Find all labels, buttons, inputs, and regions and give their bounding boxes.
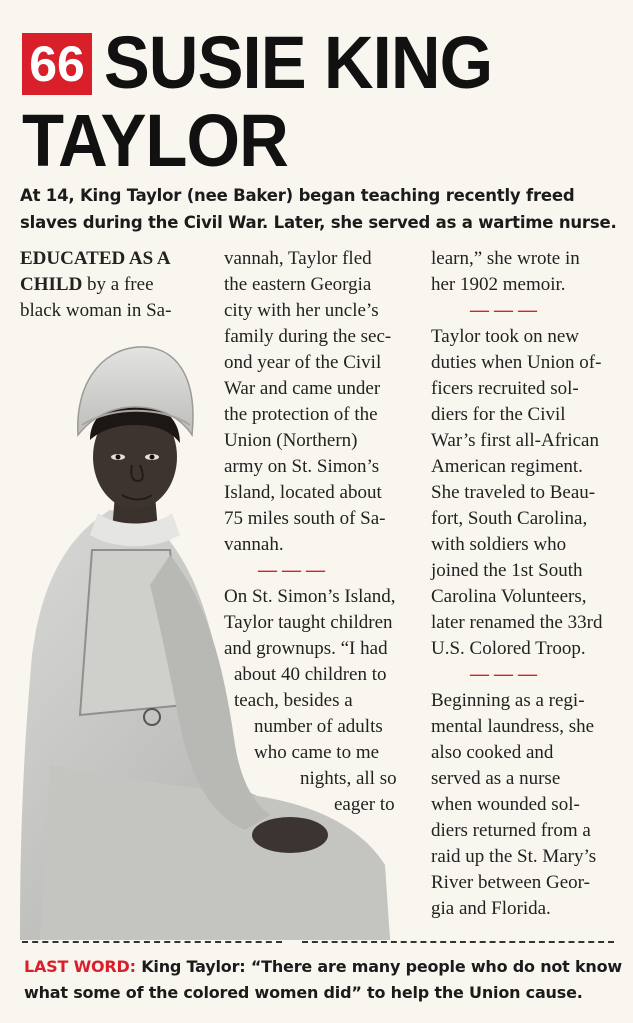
text-line: diers for the Civil (431, 404, 566, 425)
section-separator: ——— (258, 560, 330, 581)
dashed-divider-left (22, 941, 282, 943)
text-line: the protection of the (224, 404, 378, 425)
text-line: War and came under (224, 378, 381, 399)
text-line: vannah, Taylor fled (224, 248, 372, 269)
text-line: ficers recruited sol- (431, 378, 579, 399)
text-line: fort, South Carolina, (431, 508, 588, 529)
text-line: with soldiers who (431, 534, 567, 555)
text-line: Island, located about (224, 482, 382, 503)
column-2-paragraph-1 (224, 246, 409, 558)
text-line: when wounded sol- (431, 794, 580, 815)
column-2-paragraph-2 (224, 584, 409, 818)
text-line: River between Geor- (431, 872, 590, 893)
dashed-divider-right (302, 941, 614, 943)
text-line: family during the sec- (224, 326, 392, 347)
last-word-quote: King Taylor: “There are many people who do not know what some of the colored women did” to help the Union cause. (24, 957, 622, 1002)
dek: At 14, King Taylor (nee Baker) began teaching recently freed slaves during the Civil War. Later, she served as a wartime nurse. (20, 186, 617, 232)
last-word (24, 954, 624, 1006)
text-line: gia and Florida. (431, 898, 551, 919)
headline-line-2: TAYLOR (22, 99, 288, 182)
text-line: who came to me (254, 742, 380, 763)
text-line: joined the 1st South (431, 560, 583, 581)
text-line: eager to (334, 794, 395, 815)
text-line: number of adults (254, 716, 383, 737)
lead-in-rest: by a free (82, 274, 154, 295)
lead-in-line-1: EDUCATED AS A (20, 248, 171, 269)
text-line: 75 miles south of Sa- (224, 508, 386, 529)
lead-in-bold: CHILD (20, 274, 83, 295)
text-line: Union (Northern) (224, 430, 358, 451)
text-line: War’s first all-African (431, 430, 599, 451)
column-2 (224, 246, 409, 818)
text-line: her 1902 memoir. (431, 274, 566, 295)
last-word-label: LAST WORD: (24, 957, 136, 976)
text-line: about 40 children to (234, 664, 387, 685)
column-3-paragraph-3 (431, 688, 621, 922)
text-line: nights, all so (300, 768, 397, 789)
text-line: and grownups. “I had (224, 638, 388, 659)
text-line: raid up the St. Mary’s (431, 846, 597, 867)
headline (22, 21, 580, 182)
text-line: Taylor taught children (224, 612, 393, 633)
text-line: city with her uncle’s (224, 300, 379, 321)
text-line: duties when Union of- (431, 352, 602, 373)
text-line: U.S. Colored Troop. (431, 638, 586, 659)
headline-line-1: SUSIE KING (103, 21, 493, 104)
section-separator: ——— (470, 664, 542, 685)
text-line: mental laundress, she (431, 716, 595, 737)
text-line: army on St. Simon’s (224, 456, 380, 477)
column-3-paragraph-1 (431, 246, 621, 298)
text-line: American regiment. (431, 456, 583, 477)
text-line: also cooked and (431, 742, 554, 763)
text-line: On St. Simon’s Island, (224, 586, 396, 607)
text-line: diers returned from a (431, 820, 591, 841)
text-line: Carolina Volunteers, (431, 586, 587, 607)
column-3-paragraph-2 (431, 324, 621, 662)
text-line: the eastern Georgia (224, 274, 372, 295)
text-line: later renamed the 33rd (431, 612, 603, 633)
text-line: ond year of the Civil (224, 352, 382, 373)
text-line: served as a nurse (431, 768, 561, 789)
column-1 (20, 246, 210, 324)
column-1-line-3: black woman in Sa- (20, 300, 172, 321)
section-separator: ——— (470, 300, 542, 321)
text-line: Taylor took on new (431, 326, 580, 347)
column-3 (431, 246, 621, 922)
text-line: vannah. (224, 534, 284, 555)
number-badge: 66 (22, 33, 92, 95)
text-line: learn,” she wrote in (431, 248, 580, 269)
text-line: teach, besides a (234, 690, 353, 711)
text-line: Beginning as a regi- (431, 690, 585, 711)
lead-in-line-2 (20, 272, 210, 298)
text-line: She traveled to Beau- (431, 482, 596, 503)
